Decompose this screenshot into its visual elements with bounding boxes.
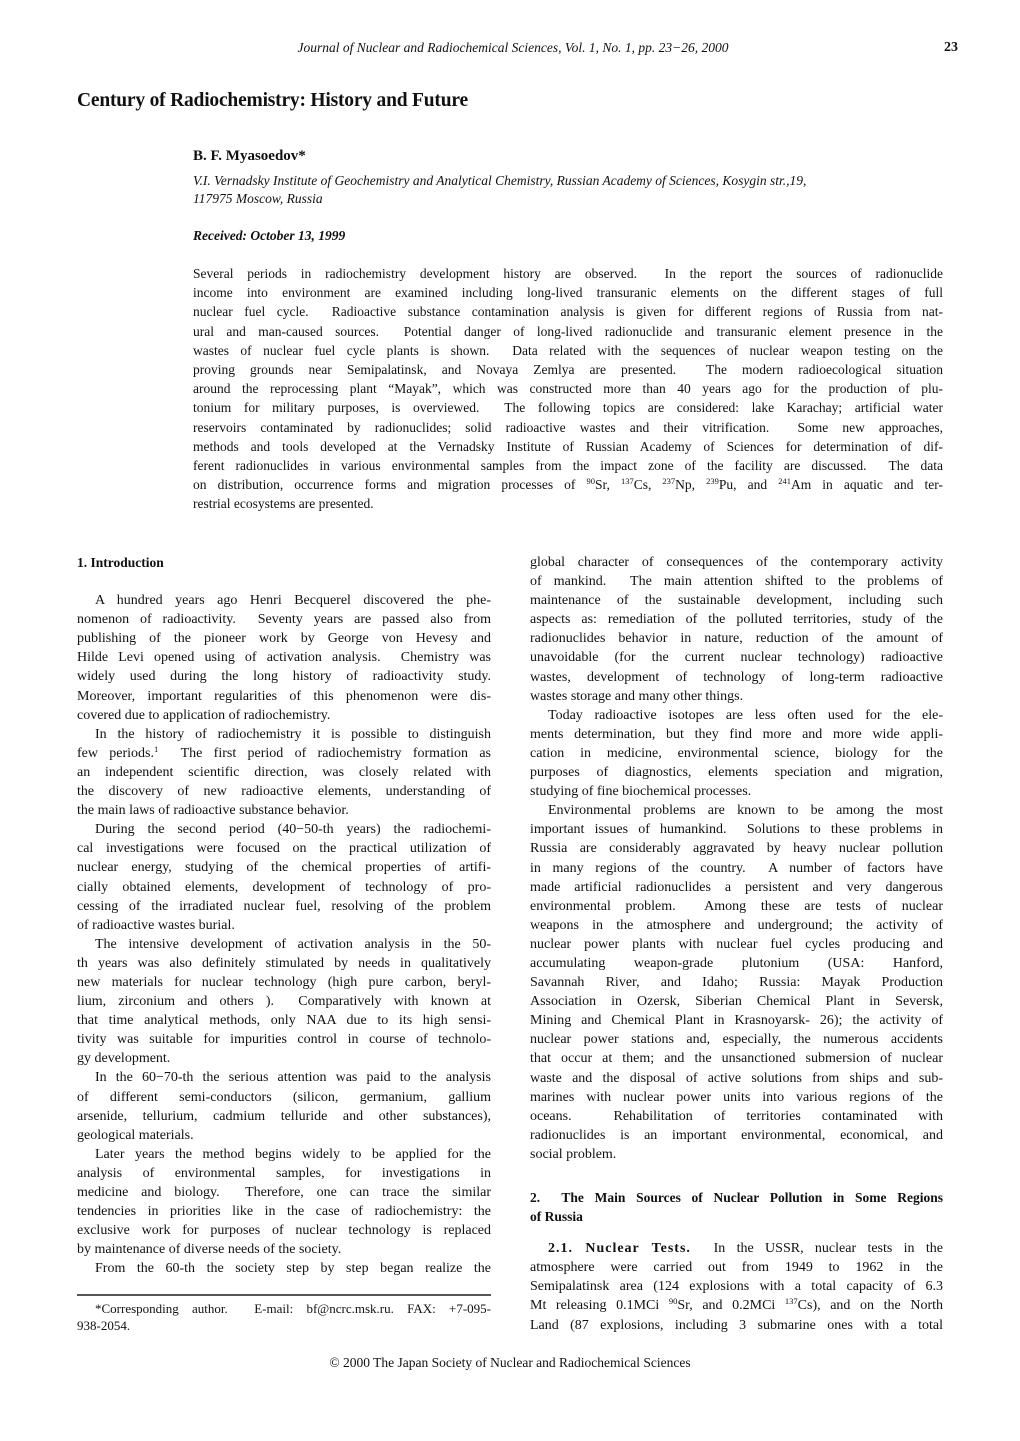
received-date: Received: October 13, 1999 xyxy=(193,228,346,243)
text-line: marines with nuclear power units into various regions of the xyxy=(530,1089,943,1105)
section-heading-main-sources xyxy=(530,1188,943,1226)
isotope-mass: 241 xyxy=(778,476,791,487)
paragraph xyxy=(530,706,943,801)
text-line-with-isotopes xyxy=(530,1296,943,1315)
text-line: Today radioactive isotopes are less often used for the ele- xyxy=(548,707,943,723)
text-line: oceans. Rehabilitation of territories contaminated with xyxy=(530,1108,943,1124)
text-line: tendencies in priorities like in the case of radiochemistry: the xyxy=(77,1204,491,1220)
text-line-with-reference xyxy=(77,744,491,763)
text-line: the main laws of radioactive substance behavior. xyxy=(77,803,349,819)
abstract-line: tonium for military purposes, is overviewed. The following topics are considered: lake Karachay; artificial water xyxy=(193,400,943,416)
section-heading-introduction: 1. Introduction xyxy=(77,555,164,570)
text-line: studying of fine biochemical processes. xyxy=(530,784,752,800)
text-line: A hundred years ago Henri Becquerel discovered the phe- xyxy=(95,593,491,609)
text-line: Hilde Levi opened using of activation analysis. Chemistry was xyxy=(77,650,491,666)
text-line: The intensive development of activation analysis in the 50- xyxy=(95,936,491,952)
isotope-mass: 90 xyxy=(586,476,595,487)
isotope-mass: 237 xyxy=(662,476,676,487)
text-fragment: In the USSR, nuclear tests in the xyxy=(690,1241,943,1257)
text-line: In the history of radiochemistry it is possible to distinguish xyxy=(95,726,491,742)
isotope-symbol: Sr xyxy=(595,477,607,493)
paragraph xyxy=(77,725,491,820)
paragraph xyxy=(530,553,943,706)
page-number: 23 xyxy=(944,40,958,55)
text-fragment: Sr, and 0.2MCi xyxy=(677,1298,785,1314)
abstract-line: Several periods in radiochemistry development history are observed. In the report the sources of radionuclide xyxy=(193,266,943,281)
text-line: made artificial radionuclides a persistent and very dangerous xyxy=(530,879,943,895)
abstract-line: methods and tools developed at the Vernadsky Institute of Russian Academy of Sciences for determination of dif- xyxy=(193,438,943,454)
isotope-symbol: Pu xyxy=(718,477,734,493)
author-affiliation xyxy=(193,172,953,208)
paragraph xyxy=(77,591,491,725)
text-line: During the second period (40−50-th years) the radiochemi- xyxy=(95,822,491,838)
right-column xyxy=(530,553,943,1335)
text-line: Land (87 explosions, including 3 submarine ones with a total xyxy=(530,1317,943,1333)
text-line: environmental problem. Among these are tests of nuclear xyxy=(530,898,943,914)
abstract-line: income into environment are examined including long-lived transuranic elements on the different stages of full xyxy=(193,285,943,301)
isotope-line-prefix: on distribution, occurrence forms and migration processes of xyxy=(193,477,587,493)
text-line: that occur at them; and the unsanctioned submersion of nuclear xyxy=(530,1051,943,1067)
isotope-sep: , xyxy=(606,477,621,493)
paragraph-nuclear-tests xyxy=(530,1239,943,1334)
isotope-sep: , and xyxy=(733,477,779,493)
text-line: nomenon of radioactivity. Seventy years are passed also from xyxy=(77,612,491,628)
text-line: geological materials. xyxy=(77,1127,194,1143)
isotope-sep: , xyxy=(647,477,663,493)
abstract-isotope-line xyxy=(193,475,943,494)
text-line: that time analytical methods, only NAA due to its high sensi- xyxy=(77,1013,491,1029)
text-line: cation in medicine, environmental science, biology for the xyxy=(530,745,943,761)
abstract-line: restrial ecosystems are presented. xyxy=(193,496,374,512)
text-line: purposes of diagnostics, elements speciation and migration, xyxy=(530,765,943,781)
text-line: arsenide, tellurium, cadmium telluride and other substances), xyxy=(77,1108,491,1124)
text-line: Savannah River, and Idaho; Russia: Mayak Production xyxy=(530,975,943,991)
abstract-line: ural and man-caused sources. Potential danger of long-lived radionuclide and transuranic element presence in the xyxy=(193,323,943,339)
text-line: unavoidable (for the current nuclear technology) radioactive xyxy=(530,650,943,666)
paragraph xyxy=(77,1259,491,1278)
text-line: Environmental problems are known to be among the most xyxy=(548,803,943,819)
text-line: gy development. xyxy=(77,1051,171,1067)
text-line: social problem. xyxy=(530,1146,617,1162)
isotope-symbol: Am xyxy=(790,477,812,493)
text-line: cially obtained elements, development of technology of pro- xyxy=(77,879,491,895)
text-line: cessing of the irradiated nuclear fuel, resolving of the problem xyxy=(77,898,491,914)
text-line: analysis of environmental samples, for investigations in xyxy=(77,1165,491,1181)
abstract-line: proving grounds near Semipalatinsk, and Novaya Zemlya are presented. The modern radioecological situation xyxy=(193,361,943,377)
isotope-sep: , xyxy=(691,477,707,493)
author-name: B. F. Myasoedov* xyxy=(193,148,306,164)
text-line: In the 60−70-th the serious attention was paid to the analysis xyxy=(95,1070,491,1086)
text-fragment: The first period of radiochemistry formation as xyxy=(158,745,492,761)
text-line: tivity was suitable for impurities control in course of technolo- xyxy=(77,1032,491,1048)
paragraph xyxy=(77,820,491,935)
affiliation-line: 117975 Moscow, Russia xyxy=(193,191,323,206)
section-heading-line: 2. The Main Sources of Nuclear Pollution in Some Regions xyxy=(530,1190,943,1205)
abstract-line: nuclear fuel cycle. Radioactive substance contamination analysis is given for different regions of Russia from nat- xyxy=(193,304,943,320)
text-line: Semipalatinsk area (124 explosions with a total capacity of 6.3 xyxy=(530,1279,943,1295)
text-line: waste and the disposal of active solutions from ships and sub- xyxy=(530,1070,943,1086)
affiliation-line: V.I. Vernadsky Institute of Geochemistry and Analytical Chemistry, Russian Academy of Sciences, Kosygin str.,19, xyxy=(193,173,807,188)
text-line: nuclear power stations and, especially, the numerous accidents xyxy=(530,1032,943,1048)
text-fragment: Cs), and on the North xyxy=(797,1298,943,1314)
reference-marker[interactable]: 1 xyxy=(154,743,159,754)
text-line: maintenance of the sustainable development, including such xyxy=(530,593,943,609)
text-line-with-subheading xyxy=(530,1239,943,1258)
paragraph xyxy=(530,801,943,1164)
text-line: by maintenance of diverse needs of the society. xyxy=(77,1242,342,1258)
isotope-symbol: Cs xyxy=(633,477,648,493)
text-line: atmosphere were carried out from 1949 to 1962 in the xyxy=(530,1260,943,1276)
text-line: of different semi-conductors (silicon, germanium, gallium xyxy=(77,1089,491,1105)
text-line: radionuclides is an important environmental, economical, and xyxy=(530,1127,943,1143)
footnote-corresponding-author xyxy=(77,1300,491,1334)
text-line: wastes storage and many other things. xyxy=(530,688,744,704)
isotope-mass: 137 xyxy=(620,476,634,487)
section-heading-line: of Russia xyxy=(530,1209,583,1225)
text-line: radionuclides behavior in nature, reduction of the amount of xyxy=(530,631,943,647)
text-line: lium, zirconium and others ). Comparatively with known at xyxy=(77,994,491,1010)
left-column xyxy=(77,553,491,1278)
text-line: covered due to application of radiochemistry. xyxy=(77,707,331,723)
text-line: Moreover, important regularities of this phenomenon were dis- xyxy=(77,688,491,704)
footnote-line: 938-2054. xyxy=(77,1318,131,1333)
text-line: widely used during the long history of radioactivity study. xyxy=(77,669,491,685)
text-line: of radioactive wastes burial. xyxy=(77,917,235,933)
text-line: the discovery of new radioactive elements, understanding of xyxy=(77,784,491,800)
paragraph xyxy=(77,1145,491,1260)
text-line: From the 60-th the society step by step began realize the xyxy=(95,1261,491,1277)
text-line: publishing of the pioneer work by George von Hevesy and xyxy=(77,631,491,647)
text-line: of mankind. The main attention shifted to the problems of xyxy=(530,574,943,590)
text-fragment: Mt releasing 0.1MCi xyxy=(530,1298,669,1314)
subsection-heading-nuclear-tests: 2.1. Nuclear Tests. xyxy=(548,1241,691,1257)
text-line: wastes, development of technology of long-term radioactive xyxy=(530,669,943,685)
footnote-divider xyxy=(77,1294,491,1296)
text-line: new materials for nuclear technology (high pure carbon, beryl- xyxy=(77,974,491,990)
text-line: an independent scientific direction, was closely related with xyxy=(77,764,491,780)
isotope-symbol: Np xyxy=(675,477,692,493)
text-line: ments determination, but they find more and more wide appli- xyxy=(530,726,943,742)
abstract xyxy=(193,264,943,513)
isotope-sep: in aquatic and ter- xyxy=(811,477,943,493)
abstract-line: reservoirs contaminated by radionuclides; solid radioactive wastes and their vitrification. Some new approaches, xyxy=(193,419,943,435)
text-line: important issues of humankind. Solutions to these problems in xyxy=(530,822,943,838)
copyright-notice: © 2000 The Japan Society of Nuclear and Radiochemical Sciences xyxy=(329,1355,691,1370)
text-line: Later years the method begins widely to be applied for the xyxy=(95,1146,491,1162)
text-line: Mining and Chemical Plant in Krasnoyarsk- 26); the activity of xyxy=(530,1013,943,1029)
abstract-line: ferent radionuclides in various environmental samples from the impact zone of the facility are discussed. The data xyxy=(193,457,943,473)
text-line: in many regions of the country. A number of factors have xyxy=(530,860,943,876)
text-line: aspects as: remediation of the polluted territories, study of the xyxy=(530,612,943,628)
text-line: accumulating weapon-grade plutonium (USA: Hanford, xyxy=(530,955,943,971)
journal-citation: Journal of Nuclear and Radiochemical Sciences, Vol. 1, No. 1, pp. 23−26, 2000 xyxy=(297,40,729,55)
isotope-mass: 90 xyxy=(668,1296,678,1307)
text-line: weapons in the atmosphere and underground; the activity of xyxy=(530,917,943,933)
paragraph xyxy=(77,1068,491,1144)
footnote-line: *Corresponding author. E-mail: bf@ncrc.msk.ru. FAX: +7-095- xyxy=(95,1301,491,1316)
text-line: Association in Ozersk, Siberian Chemical Plant in Seversk, xyxy=(530,994,943,1010)
isotope-mass: 137 xyxy=(784,1296,798,1307)
text-line: nuclear power plants with nuclear fuel cycles producing and xyxy=(530,936,943,952)
text-line: global character of consequences of the contemporary activity xyxy=(530,555,943,570)
text-line: exclusive work for purposes of nuclear technology is replaced xyxy=(77,1223,491,1239)
paragraph xyxy=(77,935,491,1069)
text-fragment: few periods. xyxy=(77,745,155,761)
isotope-mass: 239 xyxy=(706,476,719,487)
text-line: th years was also definitely stimulated by needs in qualitatively xyxy=(77,955,491,971)
text-line: nuclear energy, studying of the chemical properties of artifi- xyxy=(77,860,491,876)
article-title: Century of Radiochemistry: History and Future xyxy=(77,90,468,111)
text-line: medicine and biology. Therefore, one can trace the similar xyxy=(77,1185,491,1200)
abstract-line: wastes of nuclear fuel cycle plants is shown. Data related with the sequences of nuclear weapon testing on the xyxy=(193,342,943,358)
text-line: Russia are considerably aggravated by heavy nuclear pollution xyxy=(530,841,943,857)
abstract-line: around the reprocessing plant “Mayak”, which was constructed more than 40 years ago for the production of plu- xyxy=(193,381,943,397)
text-line: cal investigations were focused on the practical utilization of xyxy=(77,841,491,857)
